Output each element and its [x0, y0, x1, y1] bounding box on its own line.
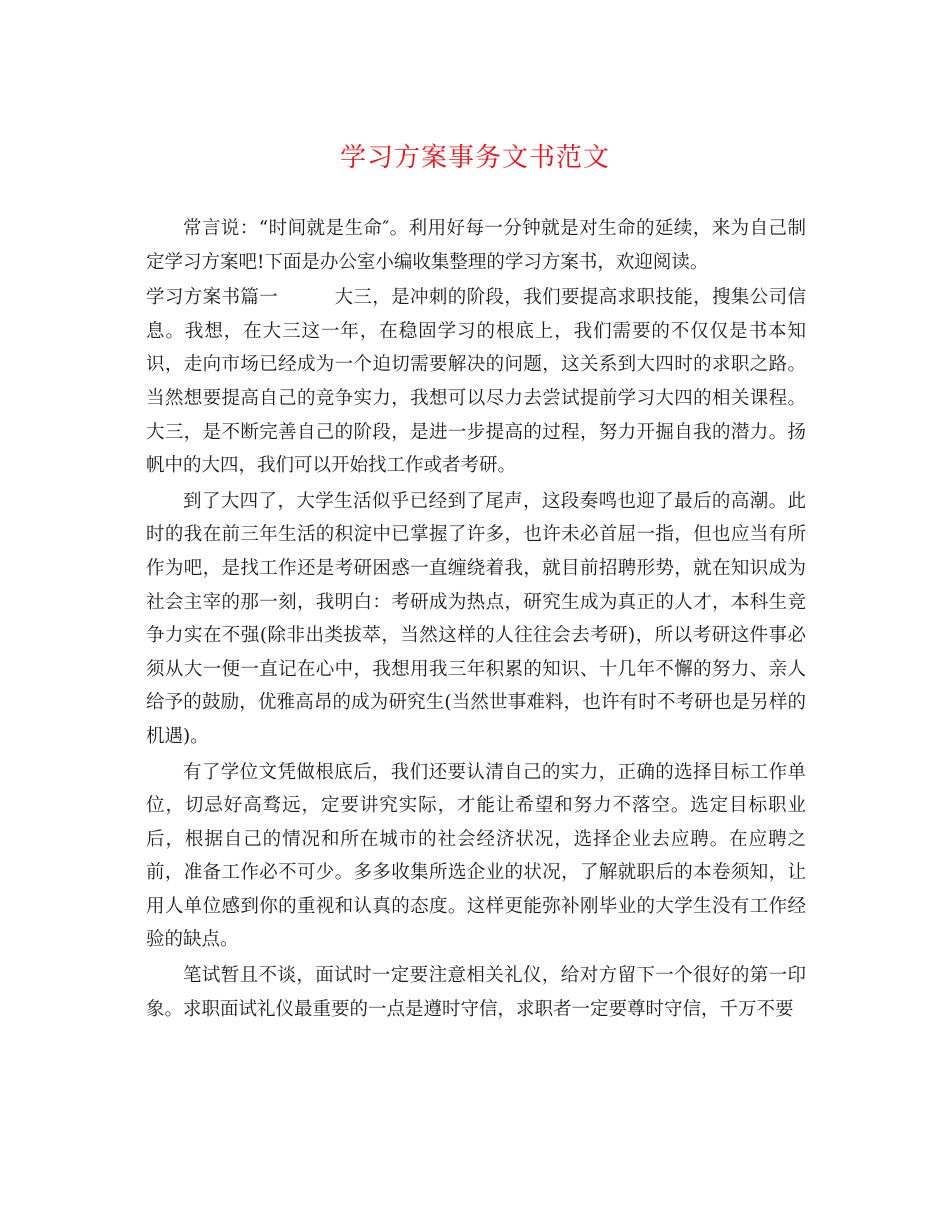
document-body	[146, 212, 806, 1026]
paragraph-intro: 常言说：“时间就是生命″。利用好每一分钟就是对生命的延续，来为自己制定学习方案吧!下面是办公室小编收集整理的学习方案书，欢迎阅读。	[146, 218, 806, 273]
paragraph-3: 有了学位文凭做根底后，我们还要认清自己的实力，正确的选择目标工作单位，切忌好高骛远，定要讲究实际，才能让希望和努力不落空。选定目标职业后，根据自己的情况和所在城市的社会经济状况，选择企业去应聘。在应聘之前，准备工作必不可少。多多收集所选企业的状况，了解就职后的本卷须知，让用人单位感到你的重视和认真的态度。这样更能弥补刚毕业的大学生没有工作经验的缺点。	[146, 761, 806, 951]
paragraph-text: 大三，是冲刺的阶段，我们要提高求职技能，搜集公司信息。我想，在大三这一年，在稳固学习的根底上，我们需要的不仅仅是书本知识，走向市场已经成为一个迫切需要解决的问题，这关系到大四时的求职之路。当然想要提高自己的竞争实力，我想可以尽力去尝试提前学习大四的相关课程。大三，是不断完善自己的阶段，是进一步提高的过程，努力开掘自我的潜力。扬帆中的大四，我们可以开始找工作或者考研。	[146, 287, 806, 477]
paragraph-4: 笔试暂且不谈，面试时一定要注意相关礼仪，给对方留下一个很好的第一印象。求职面试礼仪最重要的一点是遵时守信，求职者一定要尊时守信，千万不要	[146, 965, 806, 1020]
paragraph-section-1	[146, 281, 806, 483]
section-heading: 学习方案书篇一	[146, 287, 279, 309]
paragraph-2: 到了大四了，大学生活似乎已经到了尾声，这段奏鸣也迎了最后的高潮。此时的我在前三年生活的积淀中已掌握了许多，也许未必首屈一指，但也应当有所作为吧，是找工作还是考研困惑一直缠绕着我，就目前招聘形势，就在知识成为社会主宰的那一刻，我明白：考研成为热点，研究生成为真正的人才，本科生竞争力实在不强(除非出类拔萃，当然这样的人往往会去考研)，所以考研这件事必须从大一便一直记在心中，我想用我三年积累的知识、十几年不懈的努力、亲人给予的鼓励，优雅高昂的成为研究生(当然世事难料，也许有时不考研也是另样的机遇)。	[146, 490, 806, 747]
document-title: 学习方案事务文书范文	[339, 143, 610, 173]
